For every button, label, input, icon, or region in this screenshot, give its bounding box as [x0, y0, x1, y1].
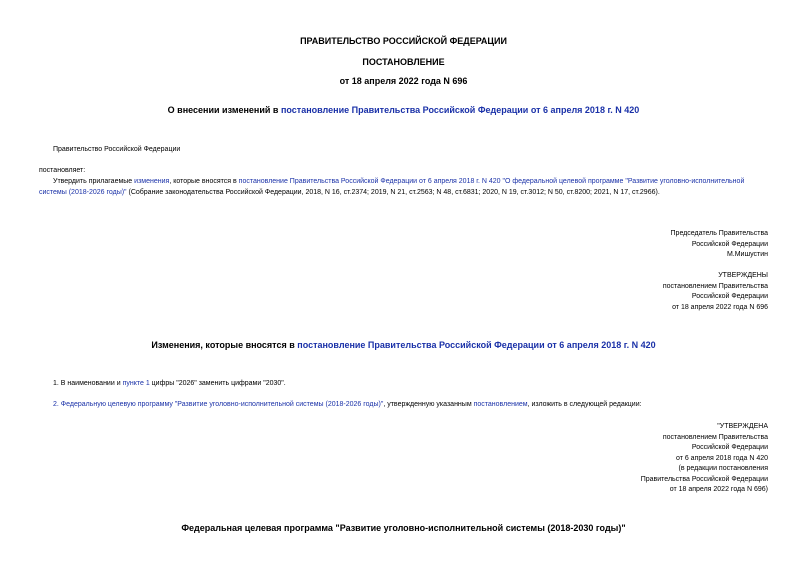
program-link[interactable]: Федеральную целевую программу "Развитие уголовно-исполнительной системы (2018-2026 годы)": [60, 401, 384, 408]
approved2-line-1: "УТВЕРЖДЕНА: [717, 423, 768, 430]
approved-block-1: [663, 271, 768, 313]
document-title: [0, 105, 807, 115]
approved1-line-3: Российской Федерации: [691, 293, 768, 300]
approved2-line-4: от 6 апреля 2018 года N 420: [675, 454, 768, 462]
p1-text-a: Утвердить прилагаемые: [53, 178, 135, 185]
item1-text-b: цифры "2026" заменить цифрами "2030".: [149, 380, 286, 387]
changes-title-prefix: Изменения, которые вносятся в: [151, 340, 298, 350]
approved-block-2: [641, 422, 768, 496]
p1-text-c: (Собрание законодательства Российской Федерации, 2018, N 16, ст.2374; 2019, N 21, ст.2563; N 48, ст.6831; 2020, N 19, ст.3012; N 50, ст.8200; 2021, N 17, ст.2966).: [126, 188, 660, 196]
signature-line-3: М.Мишустин: [726, 251, 768, 258]
approved2-line-2: постановлением Правительства: [662, 433, 768, 441]
approved2-line-7: от 18 апреля 2022 года N 696): [669, 486, 768, 493]
title-prefix: О внесении изменений в: [167, 105, 281, 115]
document-date-number: от 18 апреля 2022 года N 696: [339, 76, 468, 86]
changes-title: [0, 340, 807, 350]
item2-number: 2.: [53, 401, 61, 408]
p1-text-b: , которые вносятся в: [169, 178, 239, 185]
resolution-link[interactable]: постановлением: [473, 401, 528, 408]
approved2-line-6: Правительства Российской Федерации: [640, 475, 768, 483]
approved2-line-3: Российской Федерации: [691, 444, 768, 451]
approved2-line-5: (в редакции постановления: [678, 465, 768, 472]
preamble-decrees: постановляет:: [39, 167, 86, 174]
preamble-gov-name: Правительство Российской Федерации: [53, 146, 181, 153]
signature-line-2: Российской Федерации: [691, 240, 768, 248]
approved1-line-1: УТВЕРЖДЕНЫ: [718, 272, 768, 279]
signature-block: [671, 229, 768, 261]
item2-text-a: , утвержденную указанным: [383, 401, 474, 408]
item-1: [53, 380, 286, 387]
approved1-line-2: постановлением Правительства: [662, 282, 768, 290]
program-title: Федеральная целевая программа "Развитие уголовно-исполнительной системы (2018-2030 годы)": [181, 523, 626, 533]
changes-title-link[interactable]: постановление Правительства Российской Федерации от 6 апреля 2018 г. N 420: [297, 340, 656, 350]
item1-text-a: 1. В наименовании и: [53, 380, 123, 387]
changes-link[interactable]: изменения: [134, 178, 170, 185]
title-link[interactable]: постановление Правительства Российской Федерации от 6 апреля 2018 г. N 420: [280, 105, 640, 115]
approved1-line-4: от 18 апреля 2022 года N 696: [672, 303, 768, 311]
item1-point-link[interactable]: пункте 1: [122, 380, 150, 387]
preamble-paragraph: [39, 177, 769, 198]
signature-line-1: Председатель Правительства: [670, 230, 768, 237]
resolution-420-link[interactable]: постановление Правительства Российской Федерации от 6 апреля 2018 г. N 420 "О федеральной целевой программе "Развитие уголовно-исполнительной системы (2018-2026 годы)": [39, 178, 745, 196]
item2-text-b: , изложить в следующей редакции:: [527, 401, 642, 408]
document-type: ПОСТАНОВЛЕНИЕ: [362, 57, 445, 67]
item-2: [53, 401, 642, 408]
government-heading: ПРАВИТЕЛЬСТВО РОССИЙСКОЙ ФЕДЕРАЦИИ: [300, 36, 507, 46]
